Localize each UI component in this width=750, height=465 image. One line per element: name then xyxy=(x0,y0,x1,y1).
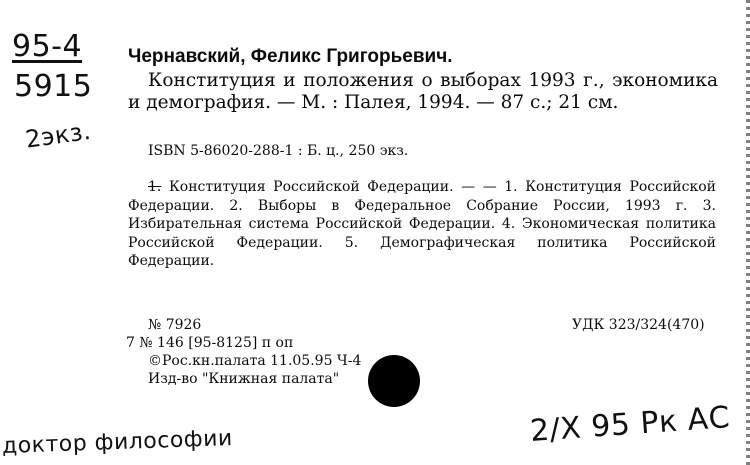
struck-subject-marker: 1. xyxy=(148,179,162,195)
handwritten-inventory-number: 5915 xyxy=(14,69,93,104)
handwritten-call-number: 95-4 xyxy=(12,29,83,64)
subject-headings xyxy=(128,178,716,271)
isbn-line: ISBN 5-86020-288-1 : Б. ц., 250 экз. xyxy=(148,143,409,159)
publisher-line: Изд-во "Книжная палата" xyxy=(148,371,340,387)
card-edge-noise xyxy=(746,0,750,465)
subject-headings-text: Конституция Российской Федерации. — — 1. Конституция Российской Федерации. 2. Выборы в Федеральное Собрание России, 1993 г. 3. Избирательная система Российской Федерации. 4. Экономическая политика Российской Федерации. 5. Демографическая политика Российской Федерации. xyxy=(128,179,716,269)
handwritten-date-initials: 2/X 95 Рк АС xyxy=(528,400,732,449)
handwritten-degree-note: доктор философии xyxy=(1,425,234,460)
author-heading: Чернавский, Феликс Григорьевич. xyxy=(128,46,453,67)
copyright-line: ©Рос.кн.палата 11.05.95 Ч-4 xyxy=(148,353,362,369)
registration-line: 7 № 146 [95-8125] п оп xyxy=(126,335,294,351)
registration-number: № 7926 xyxy=(148,317,202,333)
ink-blot xyxy=(368,355,420,407)
udk-classification: УДК 323/324(470) xyxy=(572,317,705,333)
handwritten-copies-note: 2экз. xyxy=(23,116,93,154)
title-description: Конституция и положения о выборах 1993 г., экономика и демография. — М. : Палея, 1994. — 87 с.; 21 см. xyxy=(128,70,718,113)
